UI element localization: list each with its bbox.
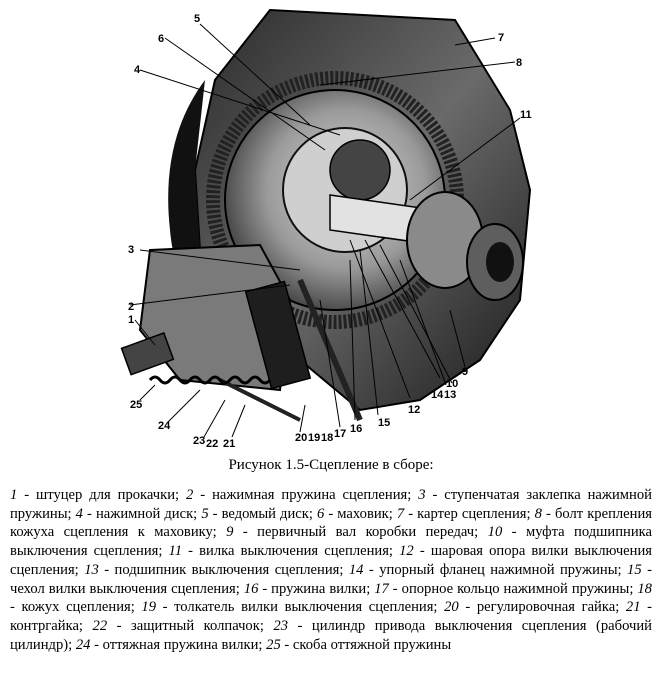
legend-item-number: 15 (627, 561, 642, 578)
callout-11: 11 (520, 109, 532, 121)
legend-item: 18 - кожух сцепления; (10, 580, 652, 616)
legend-item-number: 22 (92, 617, 108, 634)
legend-item-text: вилка выключения сцепления; (199, 543, 393, 560)
callout-13: 13 (444, 389, 457, 401)
callout-16: 16 (350, 423, 363, 435)
legend-item-number: 9 (226, 524, 234, 541)
legend-item: 16 - пружина вилки; (243, 580, 371, 597)
legend-item-number: 17 (374, 580, 389, 597)
legend-item-number: 7 (396, 505, 405, 522)
legend-item: 1 - штуцер для прокачки; (10, 487, 180, 503)
legend-item-text: пружина вилки; (271, 580, 371, 597)
callout-4: 4 (134, 64, 141, 76)
callout-15: 15 (378, 417, 391, 429)
legend-item-number: 19 (141, 599, 157, 616)
legend-item: 13 - подшипник выключения сцепления; (84, 561, 344, 578)
callout-20: 20 (295, 432, 308, 444)
legend-item-number: 21 (625, 599, 641, 616)
legend-item-text: цилиндр привода выключения сцепления (рабочий цилиндр); (10, 617, 652, 653)
legend-item-text: чехол вилки выключения сцепления; (10, 580, 240, 597)
splined-hub-bore-shape (486, 242, 514, 282)
callout-14: 14 (431, 389, 444, 401)
legend-item-number: 6 (317, 505, 325, 522)
legend-item-text: ступенчатая заклепка нажимной пружины; (10, 487, 652, 522)
legend-item-number: 10 (487, 524, 503, 541)
legend-item: 21 - контргайка; (10, 599, 652, 634)
legend-item: 11 - вилка выключения сцепления; (168, 543, 393, 560)
legend-item-text: маховик; (337, 505, 393, 522)
legend-item: 23 - цилиндр привода выключения сцепления (рабочий цилиндр); (10, 617, 652, 653)
legend-item-text: регулировочная гайка; (476, 599, 620, 616)
legend-item-number: 24 (75, 636, 91, 653)
legend-item: 4 - нажимной диск; (75, 505, 198, 522)
legend-item-number: 11 (168, 543, 183, 560)
legend-item: 7 - картер сцепления; (396, 505, 531, 522)
legend-item-number: 16 (243, 580, 259, 597)
legend-item-number: 8 (534, 505, 542, 522)
legend-item-text: опорное кольцо нажимной пружины; (401, 580, 634, 597)
callout-2: 2 (128, 301, 135, 313)
legend-item: 24 - оттяжная пружина вилки; (75, 636, 263, 653)
callout-8: 8 (516, 57, 523, 69)
legend-item-text: нажимной диск; (95, 505, 198, 522)
legend-item-number: 1 (10, 487, 18, 503)
legend-item-text: упорный фланец нажимной пружины; (379, 561, 622, 578)
legend-item-number: 5 (201, 505, 209, 522)
legend-item-text: контргайка; (10, 617, 83, 634)
legend-item-number: 12 (399, 543, 414, 560)
callout-19: 19 (308, 432, 321, 444)
figure-caption: Рисунок 1.5-Сцепление в сборе: (228, 457, 434, 473)
callout-1: 1 (128, 314, 135, 326)
legend-item-number: 20 (444, 599, 459, 616)
parts-legend (10, 486, 652, 654)
legend-item-text: нажимная пружина сцепления; (212, 487, 412, 503)
legend-item-text: болт крепления кожуха сцепления к маховику; (10, 505, 652, 541)
legend-item-number: 14 (348, 561, 364, 578)
legend-item: 22 - защитный колпачок; (92, 617, 264, 634)
legend-item: 12 - шаровая опора вилки выключения сцепления; (10, 543, 652, 578)
callout-12: 12 (408, 404, 421, 416)
legend-item-text: защитный колпачок; (131, 617, 264, 634)
callout-21: 21 (223, 438, 236, 450)
legend-item-text: подшипник выключения сцепления; (114, 561, 344, 578)
legend-item: 8 - болт крепления кожуха сцепления к маховику; (10, 505, 652, 541)
callout-17: 17 (334, 428, 347, 440)
legend-item: 15 - чехол вилки выключения сцепления; (10, 561, 652, 597)
callout-7: 7 (498, 32, 505, 44)
legend-item-text: первичный вал коробки передач; (257, 524, 479, 541)
legend-item-number: 25 (266, 636, 281, 653)
legend-item: 19 - толкатель вилки выключения сцепления; (141, 599, 438, 616)
legend-item: 3 - ступенчатая заклепка нажимной пружины; (10, 487, 652, 522)
legend-item-text: толкатель вилки выключения сцепления; (174, 599, 438, 616)
legend-item-number: 23 (273, 617, 288, 634)
legend-item-text: оттяжная пружина вилки; (102, 636, 263, 653)
legend-item: 6 - маховик; (317, 505, 393, 522)
legend-item-text: муфта подшипника выключения сцепления; (10, 524, 652, 560)
slave-cylinder-shape (122, 333, 174, 375)
legend-item: 5 - ведомый диск; (201, 505, 313, 522)
legend-item-text: скоба оттяжной пружины (292, 636, 452, 653)
callout-5: 5 (194, 13, 201, 25)
callout-23: 23 (193, 435, 206, 447)
callout-6: 6 (158, 33, 165, 45)
legend-item-text: штуцер для прокачки; (36, 487, 180, 503)
callout-9: 9 (462, 366, 469, 378)
callout-10: 10 (446, 378, 459, 390)
callout-22: 22 (206, 438, 219, 450)
callout-25: 25 (130, 399, 143, 411)
legend-item-number: 4 (75, 505, 83, 522)
callout-3: 3 (128, 244, 135, 256)
legend-item: 25 - скоба оттяжной пружины (266, 636, 452, 653)
legend-item: 20 - регулировочная гайка; (444, 599, 620, 616)
legend-item-number: 3 (418, 487, 426, 503)
diaphragm-hub-shape (330, 140, 390, 200)
legend-item-text: шаровая опора вилки выключения сцепления; (10, 543, 652, 578)
legend-item-text: картер сцепления; (417, 505, 531, 522)
callout-24: 24 (158, 420, 171, 432)
legend-item: 14 - упорный фланец нажимной пружины; (348, 561, 622, 578)
legend-item: 9 - первичный вал коробки передач; (226, 524, 479, 541)
legend-item-number: 13 (84, 561, 99, 578)
legend-item-text: кожух сцепления; (21, 599, 135, 616)
legend-item-text: ведомый диск; (221, 505, 313, 522)
legend-item-number: 2 (186, 487, 194, 503)
callout-18: 18 (321, 432, 334, 444)
legend-item: 17 - опорное кольцо нажимной пружины; (374, 580, 634, 597)
legend-item: 10 - муфта подшипника выключения сцепления; (10, 524, 652, 560)
legend-item: 2 - нажимная пружина сцепления; (186, 487, 412, 503)
legend-item-number: 18 (637, 580, 652, 597)
